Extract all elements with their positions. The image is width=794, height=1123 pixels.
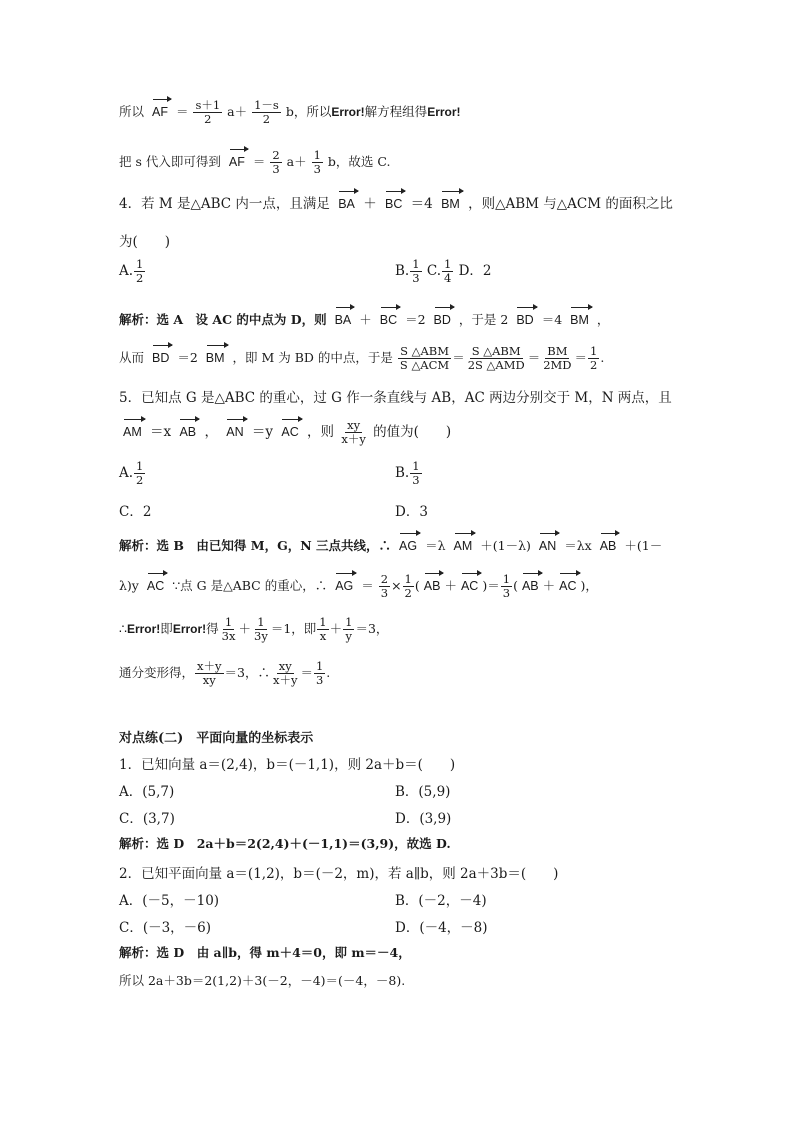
text: ＝x [150,424,172,440]
option-c-label: C. [426,263,441,279]
denominator: 2 [590,358,598,372]
question-5-options-ab [119,460,679,487]
numerator: 1 [224,615,233,629]
solution-5-line-2 [119,570,598,600]
text: ＝λ [425,538,446,553]
text: ＝1，即 [270,621,317,636]
text: ＝y [251,424,274,440]
fraction [195,660,223,687]
numerator: 1 [319,615,327,629]
text: ， [204,424,218,440]
fraction [403,573,414,600]
numerator: BM [547,344,568,358]
option-c: C．2 [119,504,152,520]
text: 得 [206,621,219,636]
option-a: A．(5,7) [119,784,175,800]
vector-ag: AG [335,570,353,593]
text: 解方程组得 [364,104,428,119]
vector-bm: BM [441,188,460,211]
text: ＝4 [410,196,433,212]
denominator: 2 [404,586,412,600]
denominator: 3y [254,629,268,643]
section-heading: 对点练(二) 平面向量的坐标表示 [119,731,314,746]
text: b，所以 [285,104,332,119]
problem-2-solution-line-2: 所以 2a＋3b＝2(1,2)＋3(－2，－4)＝(－4，－8). [119,973,406,988]
vector-bm: BM [206,342,225,365]
error-text: Error! [172,622,207,636]
solution-5-line-1 [119,530,662,554]
text: ( [414,578,420,593]
option-b [395,460,423,487]
fraction [343,616,354,643]
vector-ac: AC [461,570,478,593]
solution-5-line-4 [119,660,330,687]
text: ＝ [527,350,541,365]
text: ＋ [238,621,251,636]
option-c: C．(－3，－6) [119,920,212,936]
denominator: 3 [313,162,321,176]
problem-2-question: 2．已知平面向量 a＝(1,2)，b＝(－2，m)，若 a∥b，则 2a＋3b＝( ) [119,866,559,882]
numerator: 1 [257,615,265,629]
text: ＝ [452,350,465,365]
numerator: 1－s [254,98,279,112]
fraction [410,258,421,285]
denominator: y [345,629,353,643]
text: 解析：选 A 设 AC 的中点为 D，则 [119,312,327,327]
option-b: B．(5,9) [395,784,451,800]
denominator: S △ACM [399,358,450,372]
numerator: S △ABM [471,344,521,358]
question-5-line-1 [119,386,672,406]
option-b-label: B. [395,263,410,279]
numerator: 2 [272,148,280,162]
problem-1-options-ab [119,780,679,800]
option-b: B．(－2，－4) [395,893,487,909]
text: . [600,350,605,365]
problem-2-options-ab [119,889,679,909]
problem-1-solution: 解析：选 D 2a＋b＝2(2,4)＋(－1,1)＝(3,9)，故选 D. [119,836,451,851]
fraction [588,345,599,372]
vector-bc: BC [380,304,397,327]
numerator: S △ABM [400,344,450,358]
text: 即 [160,621,173,636]
text: ＝ [574,350,588,365]
vector-bd: BD [516,304,533,327]
text: ＝2 [405,312,426,327]
option-a: A．(－5，－10) [119,893,220,909]
denominator: 3 [412,473,420,487]
fraction [134,258,145,285]
option-d: D．(－4，－8) [395,920,488,936]
fraction [252,99,281,126]
numerator: 1 [590,344,598,358]
solution-line-2 [119,146,390,176]
option-d: D．3 [395,504,428,520]
vector-ag: AG [399,530,417,553]
fraction [193,99,222,126]
text: 通分变形得， [119,665,195,680]
error-text: Error! [427,105,461,119]
question-4-options [119,258,679,285]
text: 的值为( ) [373,424,452,440]
text: ＋ [542,578,556,593]
numerator: 1 [502,572,511,586]
denominator: 3 [315,673,324,687]
fraction [442,258,453,285]
denominator: 3 [412,271,420,285]
text: 把 s 代入即可得到 [119,154,221,169]
denominator: 3 [380,586,389,600]
text: ＝2 [177,350,198,365]
text: ，则 [307,424,335,440]
vector-am: AM [123,416,142,439]
denominator: x [319,629,327,643]
text: ∵点 G 是△ABC 的重心，∴ [172,578,328,593]
fraction [252,616,270,643]
vector-ba: BA [338,188,355,211]
solution-4-line-2 [119,342,604,372]
vector-bc: BC [385,188,402,211]
solution-5-line-3 [119,616,388,643]
text: 解析：选 B 由已知得 M，G，N 三点共线，∴ [119,538,392,553]
denominator: 2 [136,473,144,487]
fraction [541,345,573,372]
numerator: x＋y [197,659,222,673]
fraction [501,573,512,600]
question-5-options-cd [119,500,679,520]
fraction [314,660,325,687]
fraction [466,345,527,372]
numerator: 1 [136,459,144,473]
denominator: x＋y [272,673,298,687]
problem-2-solution-line-1: 解析：选 D 由 a∥b，得 m＋4＝0，即 m＝－4， [119,945,411,960]
text: ＋ [363,196,377,212]
text: 5．已知点 G 是△ABC 的重心，过 G 作一条直线与 AB，AC 两边分别交于 M，N 两点，且 [119,390,672,406]
denominator: 3 [272,162,280,176]
text: ＝4 [541,312,563,327]
text: ＋ [329,621,343,636]
text: . [326,665,331,680]
denominator: 2 [262,112,271,126]
text: 从而 [119,350,145,365]
vector-ab: AB [179,416,196,439]
fraction [270,149,281,176]
denominator: xy [202,673,216,687]
vector-bd: BD [434,304,451,327]
vector-ac: AC [281,416,298,439]
denominator: 2MD [543,358,572,372]
numerator: 1 [315,659,324,673]
text: ＝ [252,154,266,169]
vector-bm: BM [570,304,589,327]
text: ∴ [119,621,127,636]
text: × [391,578,402,593]
denominator: x＋y [341,432,366,446]
option-bcd [395,258,492,285]
vector-ac: AC [147,570,164,593]
option-c: C．(3,7) [119,811,175,827]
numerator: s＋1 [195,98,221,112]
question-4-line-2 [119,230,170,250]
text: ＝ [361,578,374,593]
text: 所以 [119,104,145,119]
numerator: xy [347,418,361,432]
option-a-label: A. [119,263,134,279]
vector-bd: BD [152,342,169,365]
option-b-label: B. [395,465,410,481]
fraction [398,345,451,372]
text: )， [580,578,598,593]
problem-1-options-cd [119,807,679,827]
text: b，故选 C. [327,154,391,169]
solution-4-line-1 [119,304,609,328]
error-text: Error! [331,105,365,119]
numerator: 1 [404,572,412,586]
vector-ac: AC [559,570,576,593]
denominator: 2 [204,112,212,126]
fraction [379,573,390,600]
fraction [339,419,367,446]
text: ，即 M 为 BD 的中点，于是 [232,350,393,365]
text: ＋ [359,312,372,327]
vector-af: AF [229,146,245,169]
option-d: D．(3,9) [395,811,452,827]
fraction [271,660,299,687]
text: ＝ [175,104,189,119]
text: ＝3， [355,621,389,636]
solution-line-1 [119,96,461,126]
vector-an: AN [226,416,243,439]
text: ＝ [300,665,313,680]
text: ( [513,578,518,593]
fraction [317,616,328,643]
numerator: xy [278,659,292,673]
numerator: 1 [313,148,321,162]
question-5-line-2 [119,416,451,446]
denominator: 3 [502,586,511,600]
text: ＋ [444,578,457,593]
vector-ab: AB [600,530,617,553]
numerator: 2 [380,572,389,586]
error-text: Error! [126,622,161,636]
text: ，于是 2 [458,312,509,327]
vector-am: AM [454,530,473,553]
fraction [220,616,238,643]
text: 为( ) [119,234,171,250]
text: ，则△ABM 与△ACM 的面积之比 [468,196,673,212]
problem-1-question: 1．已知向量 a＝(2,4)，b＝(－1,1)，则 2a＋b＝( ) [119,757,456,773]
denominator: 2 [136,271,144,285]
text: 4．若 M 是△ABC 内一点，且满足 [119,196,330,212]
text: ＋(1－λ) [480,538,531,553]
denominator: 3x [221,629,236,643]
vector-an: AN [539,530,556,553]
numerator: 1 [443,257,452,271]
text: λ)y [119,578,139,593]
text: a＋ [286,154,307,169]
text: ＝λx [564,538,592,553]
numerator: 1 [412,459,420,473]
fraction [312,149,323,176]
text: ＝3，∴ [224,665,270,680]
text: ， [596,312,610,327]
vector-ab: AB [522,570,539,593]
fraction [410,460,421,487]
question-4-line-1 [119,188,673,212]
vector-af: AF [152,96,168,119]
problem-2-options-cd [119,916,679,936]
numerator: 1 [412,257,420,271]
text: a＋ [227,104,248,119]
option-a-label: A. [119,465,134,481]
denominator: 2S △AMD [467,358,525,372]
vector-ba: BA [335,304,352,327]
text: )＝ [482,578,500,593]
vector-ab: AB [424,570,441,593]
option-d: D．2 [458,263,492,279]
denominator: 4 [443,271,452,285]
text: ＋(1－ [624,538,663,553]
numerator: 1 [345,615,353,629]
numerator: 1 [136,257,144,271]
fraction [134,460,145,487]
